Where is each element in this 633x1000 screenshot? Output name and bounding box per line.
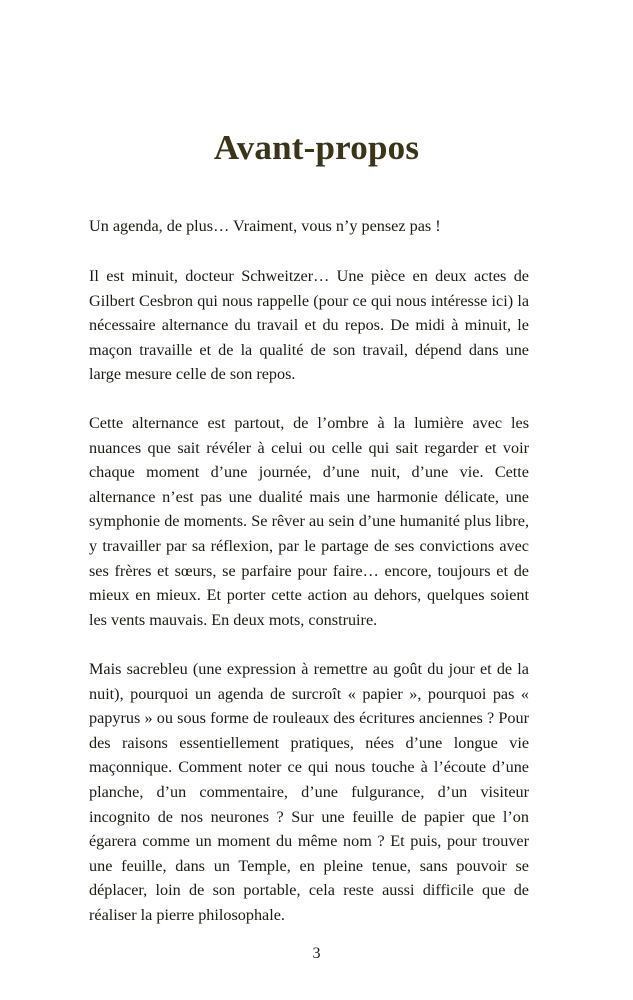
page-title: Avant-propos <box>213 128 420 167</box>
paragraph-intro: Un agenda, de plus… Vraiment, vous n’y pensez pas ! <box>89 217 441 235</box>
paragraph-alternance: Cette alternance est partout, de l’ombre à la lumière avec les nuances que sait révéler à celui ou celle qui sait regarder et voir chaque moment d’une journée, d’une nuit, d’une vie. Cette alternance n’est pas une dualité mais une harmonie délicate, une symphonie de moments. Se rêver au sein d’une humanité plus libre, y travailler par sa réflexion, par le partage de ses convictions avec ses frères et sœurs, se parfaire pour faire… encore, toujours et de mieux en mieux. Et porter cette action au dehors, quelques soient les vents mauvais. En deux mots, construire. <box>89 414 529 629</box>
paragraph-sacrebleu: Mais sacrebleu (une expression à remettre au goût du jour et de la nuit), pourquoi un agenda de surcroît « papier », pourquoi pas « papyrus » ou sous forme de rouleaux des écritures anciennes ? Pour des raisons essentiellement pratiques, nées d’une longue vie maçonnique. Comment noter ce qui nous touche à l’écoute d’une planche, d’un commentaire, d’une fulgurance, d’un visiteur incognito de nos neurones ? Sur une feuille de papier que l’on égarera comme un moment du même nom ? Et puis, pour trouver une feuille, dans un Temple, en pleine tenue, sans pouvoir se déplacer, loin de son portable, cela reste aussi difficile que de réaliser la pierre philosophale. <box>89 660 529 924</box>
page-number: 3 <box>312 945 321 962</box>
paragraph-schweitzer: Il est minuit, docteur Schweitzer… Une pièce en deux actes de Gilbert Cesbron qui nous rappelle (pour ce qui nous intéresse ici) la nécessaire alternance du travail et du repos. De midi à minuit, le maçon travaille et de la qualité de son travail, dépend dans une large mesure celle de son repos. <box>89 267 529 384</box>
